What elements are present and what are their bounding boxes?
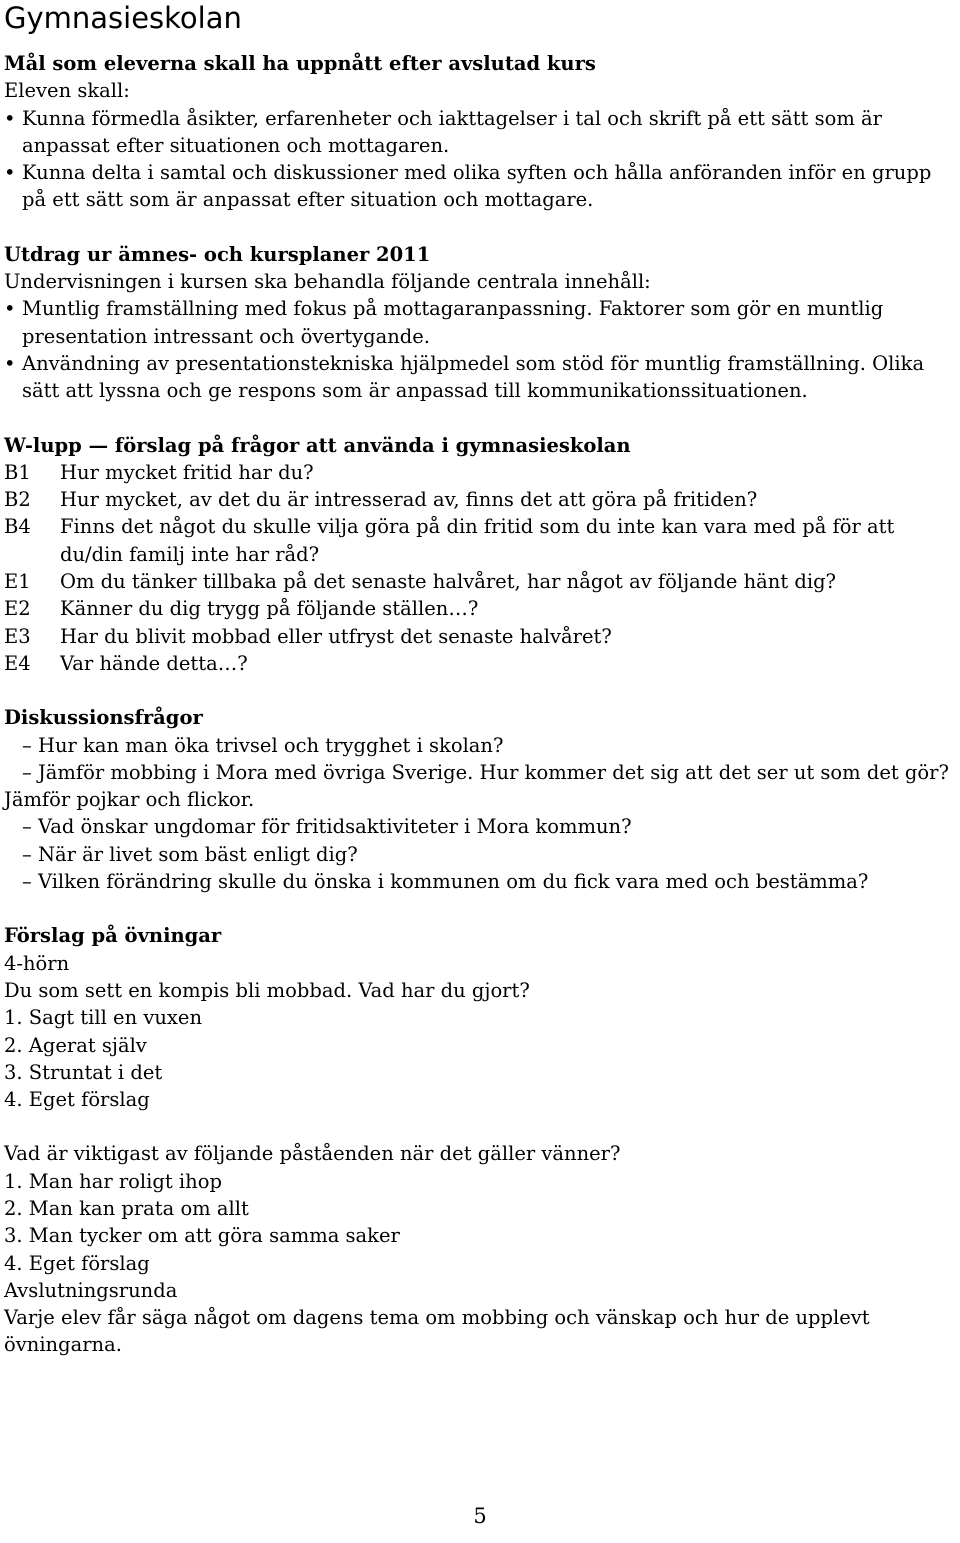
discussion-heading: Diskussionsfrågor [4, 706, 203, 730]
question-code: E3 [4, 624, 31, 648]
excerpt-section [4, 241, 954, 405]
exercise-option: 1. Sagt till en vuxen [4, 1006, 203, 1030]
exercises-heading: Förslag på övningar [4, 924, 222, 948]
question-text: Om du tänker tillbaka på det senaste halvåret, har något av följande hänt dig? [60, 570, 837, 594]
question-code: E2 [4, 597, 31, 621]
question-text: Känner du dig trygg på följande ställen…? [60, 597, 479, 621]
goals-item: • Kunna förmedla åsikter, erfarenheter och iakttagelser i tal och skrift på ett sätt som är anpassat efter situationen och mottagaren. [4, 105, 954, 160]
discussion-item-text: Jämför mobbing i Mora med övriga Sverige. Hur kommer det sig att det ser ut som det gör? Jämför pojkar och flickor. [4, 760, 949, 812]
question-row [4, 486, 954, 513]
goals-intro: Eleven skall: [4, 79, 130, 103]
discussion-item-text: Vilken förändring skulle du önska i kommunen om du fick vara med och bestämma? [37, 870, 869, 894]
exercise-subheading: 4-hörn [4, 951, 70, 975]
question-row [4, 595, 954, 622]
document-page [4, 0, 954, 1359]
question-code: B2 [4, 488, 31, 512]
discussion-item-text: När är livet som bäst enligt dig? [37, 842, 358, 866]
wlupp-heading: W-lupp — förslag på frågor att använda i gymnasieskolan [4, 433, 631, 457]
goals-list [4, 105, 954, 214]
goals-section [4, 50, 954, 214]
discussion-item: – När är livet som bäst enligt dig? [22, 842, 358, 866]
discussion-item-text: Hur kan man öka trivsel och trygghet i skolan? [37, 733, 504, 757]
wlupp-section [4, 432, 954, 678]
question-code: B4 [4, 515, 31, 539]
page-title: Gymnasieskolan [4, 1, 242, 35]
exercise-option: 3. Struntat i det [4, 1060, 163, 1084]
discussion-item: – Vad önskar ungdomar för fritidsaktiviteter i Mora kommun? [22, 815, 632, 839]
discussion-item: – Vilken förändring skulle du önska i kommunen om du fick vara med och bestämma? [22, 870, 869, 894]
question-row [4, 513, 954, 568]
discussion-item: – Hur kan man öka trivsel och trygghet i skolan? [22, 733, 504, 757]
excerpt-item: • Användning av presentationstekniska hjälpmedel som stöd för muntlig framställning. Olika sätt att lyssna och ge respons som är anpassad till kommunikationssituationen. [4, 350, 954, 405]
question-text: Finns det något du skulle vilja göra på din fritid som du inte kan vara med på för att du/din familj inte har råd? [60, 515, 895, 566]
discussion-item: – Jämför mobbing i Mora med övriga Sverige. Hur kommer det sig att det ser ut som det gör? Jämför pojkar och flickor. [4, 760, 949, 812]
exercises-section [4, 922, 954, 1358]
excerpt-list [4, 295, 954, 404]
discussion-section [4, 704, 954, 895]
question-code: B1 [4, 460, 31, 484]
question-row [4, 459, 954, 486]
exercise-question: Du som sett en kompis bli mobbad. Vad har du gjort? [4, 978, 530, 1002]
exercise-option: 4. Eget förslag [4, 1088, 150, 1112]
question-row [4, 623, 954, 650]
closing-heading: Avslutningsrunda [4, 1278, 178, 1302]
exercise-option: 1. Man har roligt ihop [4, 1169, 222, 1193]
exercise-option: 3. Man tycker om att göra samma saker [4, 1224, 400, 1248]
question-text: Hur mycket fritid har du? [60, 460, 314, 484]
exercise-option: 4. Eget förslag [4, 1251, 150, 1275]
question-text: Har du blivit mobbad eller utfryst det senaste halvåret? [60, 624, 612, 648]
closing-text: Varje elev får säga något om dagens tema om mobbing och vänskap och hur de upplevt övningarna. [4, 1306, 870, 1357]
question-code: E4 [4, 651, 31, 675]
question-row [4, 568, 954, 595]
goals-item: • Kunna delta i samtal och diskussioner med olika syften och hålla anföranden inför en grupp på ett sätt som är anpassat efter situation och mottagare. [4, 159, 954, 214]
question-row [4, 650, 954, 677]
excerpt-heading: Utdrag ur ämnes- och kursplaner 2011 [4, 242, 431, 266]
page-number: 5 [473, 1504, 487, 1528]
exercise-option: 2. Agerat själv [4, 1033, 147, 1057]
goals-heading: Mål som eleverna skall ha uppnått efter avslutad kurs [4, 52, 596, 75]
exercise-question: Vad är viktigast av följande påståenden när det gäller vänner? [4, 1142, 621, 1166]
question-text: Hur mycket, av det du är intresserad av, finns det att göra på fritiden? [60, 488, 758, 512]
excerpt-intro: Undervisningen i kursen ska behandla följande centrala innehåll: [4, 270, 651, 294]
excerpt-item: • Muntlig framställning med fokus på mottagaranpassning. Faktorer som gör en muntlig presentation intressant och övertygande. [4, 295, 954, 350]
discussion-item-text: Vad önskar ungdomar för fritidsaktiviteter i Mora kommun? [37, 815, 632, 839]
question-text: Var hände detta…? [60, 651, 248, 675]
exercise-option: 2. Man kan prata om allt [4, 1196, 249, 1220]
question-code: E1 [4, 570, 31, 594]
